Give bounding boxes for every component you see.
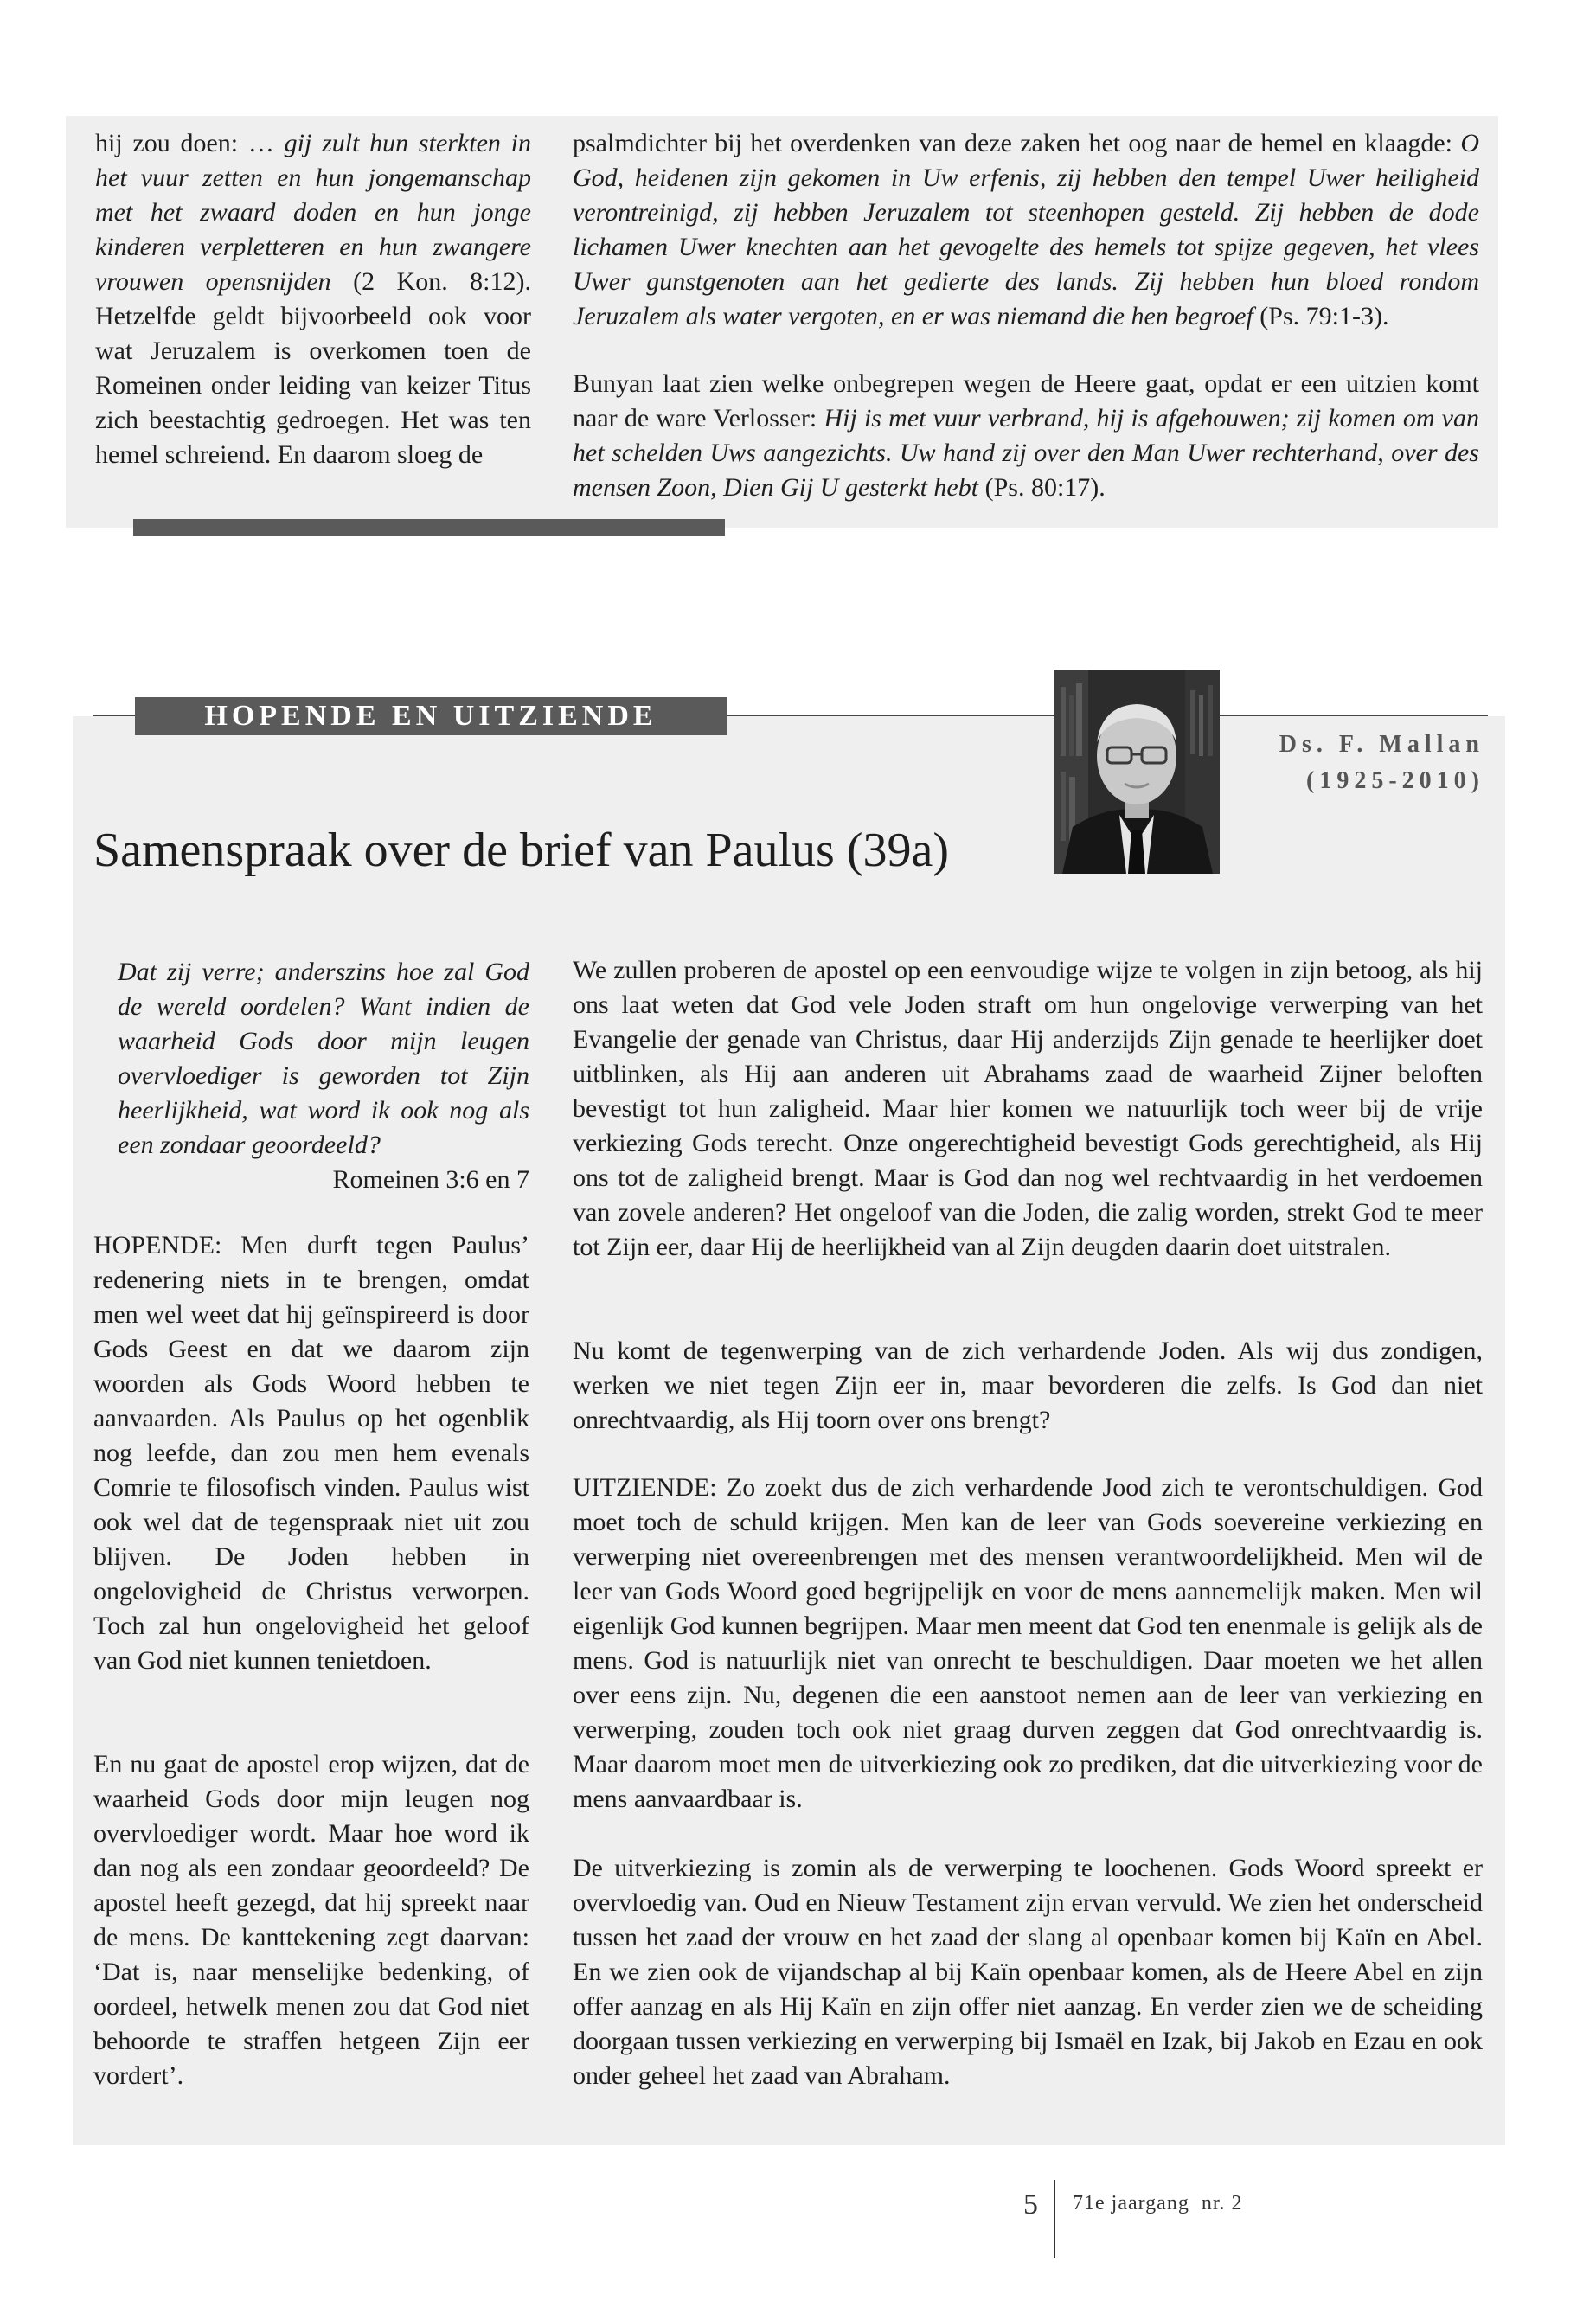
right-column-paragraph-1: We zullen proberen de apostel op een eenvoudige wijze te volgen in zijn betoog, als hij ons laat weten dat God vele Joden straft om hun ongelovige verwerping van het Evangelie der genade van Christus, daar Hij anderzijds Zijn genade te heerlijker doet uitblinken, als Hij aan anderen uit Abrahams zaad de waarheid Zijner beloften bevestigt tot hun zaligheid. Maar hier komen we natuurlijk toch weer bij de vrije verkiezing Gods terecht. Onze ongerechtigheid bevestigt Gods gerechtigheid, als Hij ons tot de zaligheid brengt. Maar is God dan nog wel rechtvaardig in het verdoemen van zovele anderen? Het ongeloof van die Joden, die zalig worden, strekt God te meer tot Zijn eer, daar Hij de heerlijkheid van al Zijn deugden daarin doet uitstralen. [573, 956, 1483, 1261]
italic-segment: gij zult hun sterkten in het vuur zetten en hun jongemanschap met het zwaard doden en hun jonge kinderen verpletteren en hun zwangere vrouwen opensnijden [95, 129, 531, 296]
bible-quote [118, 955, 529, 1197]
continuation-right-paragraph-2 [573, 367, 1479, 505]
right-column-paragraph-4: De uitverkiezing is zomin als de verwerping te loochenen. Gods Woord spreekt er overvloedig van. Oud en Nieuw Testament zijn ervan vervuld. We zien het onderscheid tussen het zaad der vrouw en het zaad der slang al openbaar komen bij Kaïn en Abel. En we zien ook de vijandschap al bij Kaïn openbaar komen, als de Heere Abel en zijn offer aanzag en als Hij Kaïn en zijn offer niet aanzag. En verder zien we de scheiding doorgaan tussen verkiezing en verwerping bij Ismaël en Izak, bij Jakob en Ezau en ook onder geheel het zaad van Abraham. [573, 1854, 1483, 2090]
left-column-paragraph-2: En nu gaat de apostel erop wijzen, dat de waarheid Gods door mijn leugen nog overvloediger wordt. Maar hoe word ik dan nog als een zondaar geoordeeld? De apostel heeft gezegd, dat hij spreekt naar de mens. De kanttekening zegt daarvan: ‘Dat is, naar menselijke bedenking, of oordeel, hetwelk menen zou dat God niet behoorde te straffen hetgeen Zijn eer vordert’. [93, 1750, 529, 2090]
author-byline [1237, 727, 1484, 799]
left-column-paragraph-1: HOPENDE: Men durft tegen Paulus’ redenering niets in te brengen, omdat men wel weet dat hij geïnspireerd is door Gods Geest en dat we daarom zijn woorden als Gods Woord hebben te aanvaarden. Als Paulus op het ogenblik nog leefde, dan zou men hem evenals Comrie te filosofisch vinden. Paulus wist ook wel dat de tegenspraak niet uit zou blijven. De Joden hebben in ongelovigheid de Christus verworpen. Toch zal hun ongelovigheid het geloof van God niet kunnen tenietdoen. [93, 1231, 529, 1675]
header-rule-left [93, 715, 135, 716]
author-years: (1925-2010) [1306, 767, 1484, 794]
footer-divider [1054, 2180, 1055, 2258]
text-segment: (2 Kon. 8:12). Hetzelfde geldt bijvoorbeeld ook voor wat Jeruzalem is overkomen toen de Romeinen onder leiding van keizer Titus zich beestachtig gedroegen. Het was ten hemel schreiend. En daarom sloeg de [95, 267, 531, 469]
text-segment: Bunyan laat zien welke onbegrepen wegen de Heere gaat, opdat er een uitzien komt naar de ware Verlosser: [573, 369, 1479, 433]
italic-segment: Hij is met vuur verbrand, hij is afgehouwen; zij komen om van het schelden Uws aangezichts. Uw hand zij over den Man Uwer rechterhand, over des mensen Zoon, Dien Gij U gesterkt hebt [573, 404, 1479, 502]
text-segment: psalmdichter bij het overdenken van deze zaken het oog naar de hemel en klaagde: [573, 129, 1461, 157]
italic-segment: O God, heidenen zijn gekomen in Uw erfenis, zij hebben den tempel Uwer heiligheid verontreinigd, zij hebben Jeruzalem tot steenhopen gesteld. Zij hebben de dode lichamen Uwer knechten aan het gevogelte des hemels tot spijze gegeven, het vlees Uwer gunstgenoten aan het gedierte des lands. Zij hebben hun bloed rondom Jeruzalem als water vergoten, en er was niemand die hen begroef [573, 129, 1479, 330]
header-rule-middle [727, 715, 1054, 716]
continuation-left-column [95, 126, 531, 472]
author-name: Ds. F. Mallan [1279, 731, 1484, 758]
author-portrait-image [1054, 670, 1220, 874]
text-segment: (Ps. 79:1-3). [1253, 302, 1389, 330]
text-segment: hij zou doen: … [95, 129, 285, 157]
issue-label: 71e jaargang nr. 2 [1073, 2192, 1243, 2214]
author-portrait [1054, 670, 1220, 874]
text-segment: (Ps. 80:17). [978, 473, 1106, 502]
right-column-paragraph-3: UITZIENDE: Zo zoekt dus de zich verhardende Jood zich te verontschuldigen. God moet toch de schuld krijgen. Men kan de leer van Gods soevereine verkiezing en verwerping niet overeenbrengen met des mensen verantwoordelijkheid. Men wil de leer van Gods Woord goed begrijpelijk en voor de mens aannemelijk maken. Men wil eigenlijk God kunnen begrijpen. Maar men meent dat God ten enenmale is gelijk als de mens. God is natuurlijk niet van onrecht te beschuldigen. Daar moeten we het allen over eens zijn. Nu, degenen die een aanstoot nemen aan de leer van verkiezing en verwerping, zouden toch ook niet graag durven zeggen dat God onrechtvaardig is. Maar daarom moet men de uitverkiezing ook zo prediken, dat die uitverkiezing voor de mens aanvaardbaar is. [573, 1473, 1483, 1813]
bible-quote-reference: Romeinen 3:6 en 7 [332, 1165, 529, 1194]
article-title: Samenspraak over de brief van Paulus (39a) [93, 824, 949, 877]
section-label [135, 697, 727, 735]
section-label-text: HOPENDE EN UITZIENDE [204, 700, 657, 732]
header-rule-right [1220, 715, 1488, 716]
page-number: 5 [1023, 2189, 1038, 2221]
continuation-bottom-bar [133, 519, 725, 536]
bible-quote-text: Dat zij verre; anderszins hoe zal God de wereld oordelen? Want indien de waarheid Gods door mijn leugen overvloediger is geworden tot Zijn heerlijkheid, wat word ik ook nog als een zondaar geoordeeld? [118, 958, 529, 1159]
right-column-paragraph-2: Nu komt de tegenwerping van de zich verhardende Joden. Als wij dus zondigen, werken we niet tegen Zijn eer in, maar bevorderen die zelfs. Is God dan niet onrechtvaardig, als Hij toorn over ons brengt? [573, 1336, 1483, 1434]
continuation-right-paragraph-1 [573, 126, 1479, 334]
